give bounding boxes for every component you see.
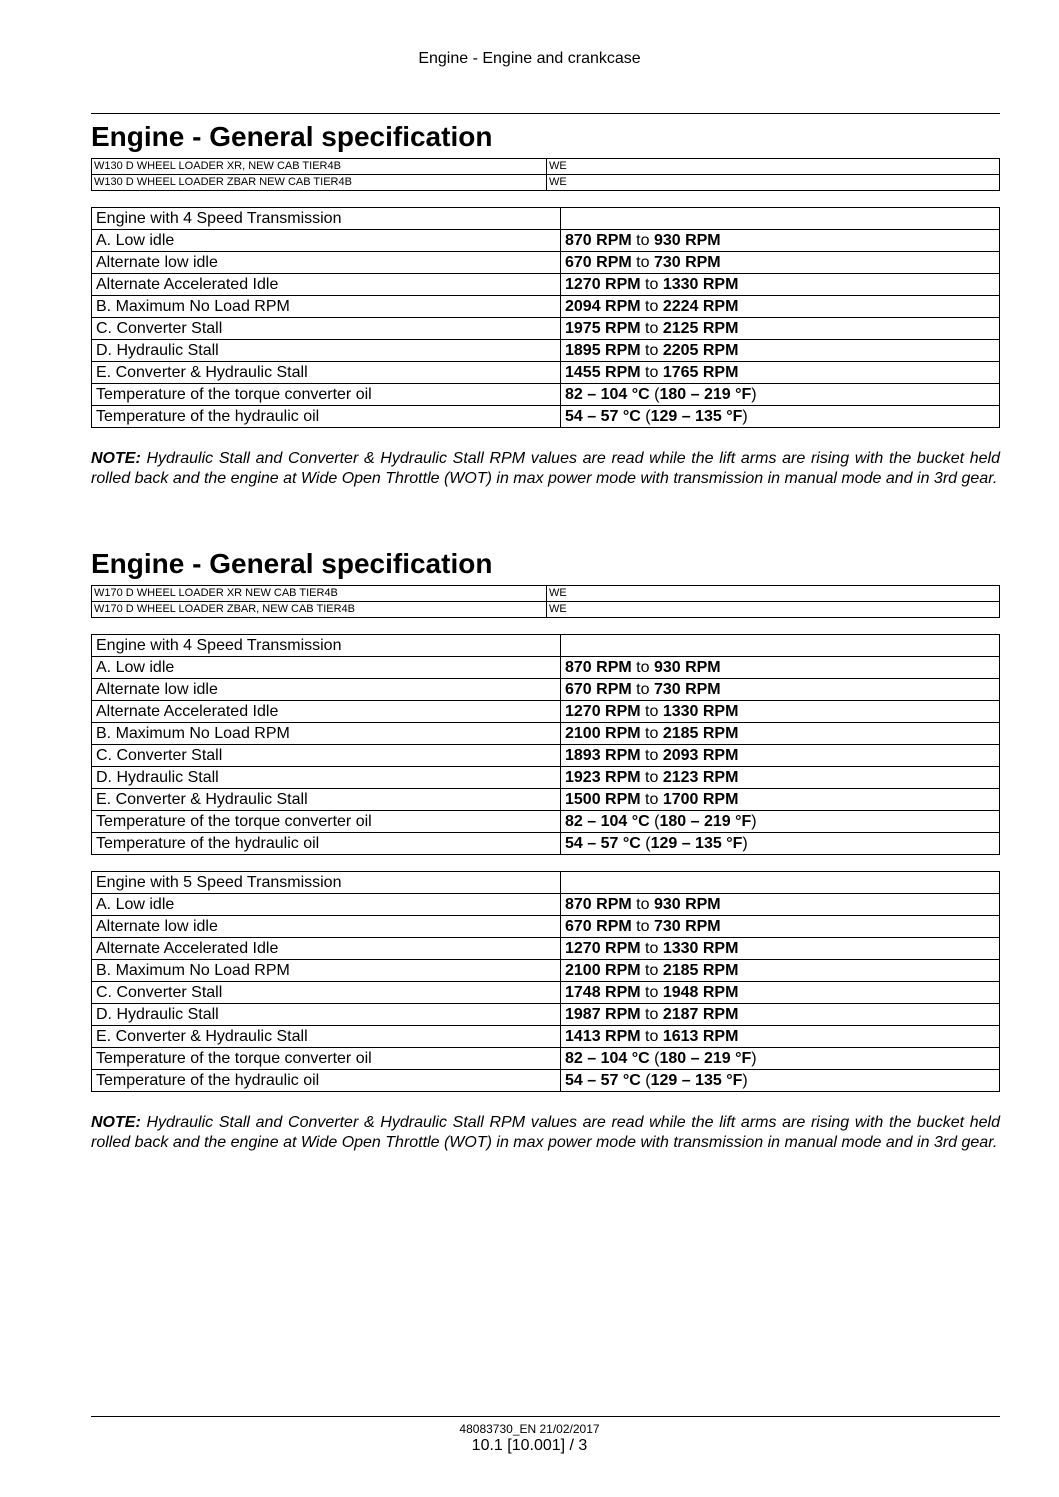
note-label: NOTE: bbox=[91, 450, 141, 467]
model-code: WE bbox=[547, 175, 1000, 191]
spec-row bbox=[92, 296, 1000, 318]
model-code: WE bbox=[547, 586, 1000, 602]
spec-value bbox=[561, 1070, 1000, 1092]
spec-row bbox=[92, 938, 1000, 960]
model-row bbox=[92, 175, 1000, 191]
spec-label: Temperature of the hydraulic oil bbox=[92, 406, 561, 428]
spec-value-end: ) bbox=[742, 408, 748, 425]
spec-row bbox=[92, 701, 1000, 723]
spec-value-separator: ( bbox=[640, 1072, 651, 1089]
spec-value-max: 1330 RPM bbox=[662, 276, 739, 293]
spec-value-separator: ( bbox=[640, 835, 651, 852]
note-label: NOTE: bbox=[91, 1114, 141, 1131]
model-row bbox=[92, 602, 1000, 618]
spec-row bbox=[92, 723, 1000, 745]
section-title: Engine - General specification bbox=[91, 548, 493, 579]
spec-value-separator: to bbox=[631, 254, 654, 271]
spec-value-max: 1613 RPM bbox=[662, 1028, 739, 1045]
spec-value-separator: to bbox=[640, 747, 663, 764]
spec-value-min: 1270 RPM bbox=[565, 703, 641, 720]
spec-value-min: 1413 RPM bbox=[565, 1028, 641, 1045]
spec-value-max: 180 – 219 °F bbox=[659, 386, 752, 403]
spec-label: C. Converter Stall bbox=[92, 745, 561, 767]
spec-value-end: ) bbox=[751, 386, 757, 403]
spec-label: E. Converter & Hydraulic Stall bbox=[92, 1026, 561, 1048]
model-name: W170 D WHEEL LOADER XR NEW CAB TIER4B bbox=[92, 586, 547, 602]
spec-row bbox=[92, 318, 1000, 340]
spec-value-max: 180 – 219 °F bbox=[659, 813, 752, 830]
spec-label: Alternate Accelerated Idle bbox=[92, 274, 561, 296]
spec-value bbox=[561, 960, 1000, 982]
spec-value-min: 1987 RPM bbox=[565, 1006, 641, 1023]
spec-value-max: 1330 RPM bbox=[662, 940, 739, 957]
spec-row bbox=[92, 1004, 1000, 1026]
spec-value bbox=[561, 833, 1000, 855]
footer-page-number: 10.1 [10.001] / 3 bbox=[471, 1437, 588, 1454]
spec-value bbox=[561, 1048, 1000, 1070]
spec-row bbox=[92, 657, 1000, 679]
spec-value-min: 870 RPM bbox=[565, 232, 632, 249]
spec-table bbox=[91, 207, 1000, 428]
spec-value-min: 870 RPM bbox=[565, 659, 632, 676]
spec-value-max: 1948 RPM bbox=[662, 984, 739, 1001]
model-name: W130 D WHEEL LOADER XR, NEW CAB TIER4B bbox=[92, 159, 547, 175]
model-row bbox=[92, 586, 1000, 602]
note-text: Hydraulic Stall and Converter & Hydraulic Stall RPM values are read while the lift arms are rising with the bucket held rolled back and the engine at Wide Open Throttle (WOT) in max power mode with transmission in manual mode and in 3rd gear. bbox=[91, 450, 1000, 487]
model-code: WE bbox=[547, 159, 1000, 175]
note bbox=[91, 1113, 1000, 1153]
spec-row bbox=[92, 1026, 1000, 1048]
spec-value-min: 2100 RPM bbox=[565, 962, 641, 979]
spec-label: B. Maximum No Load RPM bbox=[92, 296, 561, 318]
model-row bbox=[92, 159, 1000, 175]
spec-value-min: 82 – 104 °C bbox=[565, 386, 650, 403]
spec-value bbox=[561, 296, 1000, 318]
spec-value bbox=[561, 789, 1000, 811]
spec-value-separator: to bbox=[631, 659, 654, 676]
spec-value-min: 1893 RPM bbox=[565, 747, 641, 764]
spec-row bbox=[92, 894, 1000, 916]
spec-label: Temperature of the torque converter oil bbox=[92, 384, 561, 406]
spec-value-separator: to bbox=[640, 791, 663, 808]
spec-value bbox=[561, 1004, 1000, 1026]
running-header: Engine - Engine and crankcase bbox=[418, 50, 641, 67]
spec-value-max: 930 RPM bbox=[653, 232, 721, 249]
spec-value bbox=[561, 252, 1000, 274]
spec-value-separator: to bbox=[640, 962, 663, 979]
spec-label: D. Hydraulic Stall bbox=[92, 1004, 561, 1026]
spec-value-min: 1270 RPM bbox=[565, 940, 641, 957]
spec-value bbox=[561, 340, 1000, 362]
spec-value-separator: to bbox=[640, 1028, 663, 1045]
spec-row bbox=[92, 789, 1000, 811]
spec-value-min: 1500 RPM bbox=[565, 791, 641, 808]
spec-value-separator: to bbox=[640, 769, 663, 786]
footer-rule bbox=[91, 1416, 1000, 1417]
spec-value-max: 730 RPM bbox=[653, 918, 721, 935]
spec-value bbox=[561, 274, 1000, 296]
spec-table bbox=[91, 871, 1000, 1092]
spec-label: Alternate low idle bbox=[92, 679, 561, 701]
spec-value-min: 54 – 57 °C bbox=[565, 835, 641, 852]
spec-value bbox=[561, 318, 1000, 340]
spec-value-min: 1748 RPM bbox=[565, 984, 641, 1001]
spec-row bbox=[92, 960, 1000, 982]
spec-value-max: 129 – 135 °F bbox=[650, 1072, 743, 1089]
spec-value bbox=[561, 657, 1000, 679]
spec-value-max: 930 RPM bbox=[653, 896, 721, 913]
spec-value-separator: to bbox=[640, 276, 663, 293]
spec-row bbox=[92, 1070, 1000, 1092]
spec-row bbox=[92, 811, 1000, 833]
section-top-rule bbox=[91, 113, 1000, 114]
spec-table-heading-row bbox=[92, 208, 1000, 230]
spec-row bbox=[92, 916, 1000, 938]
spec-value bbox=[561, 406, 1000, 428]
spec-value-max: 2185 RPM bbox=[662, 962, 739, 979]
spec-value-separator: to bbox=[640, 703, 663, 720]
spec-value bbox=[561, 701, 1000, 723]
note bbox=[91, 449, 1000, 489]
spec-row bbox=[92, 767, 1000, 789]
spec-value-separator: ( bbox=[649, 813, 660, 830]
spec-row bbox=[92, 406, 1000, 428]
spec-row bbox=[92, 384, 1000, 406]
spec-row bbox=[92, 1048, 1000, 1070]
spec-value-separator: to bbox=[640, 364, 663, 381]
spec-value bbox=[561, 938, 1000, 960]
spec-value-min: 1923 RPM bbox=[565, 769, 641, 786]
spec-value-max: 2205 RPM bbox=[662, 342, 739, 359]
spec-label: Temperature of the hydraulic oil bbox=[92, 833, 561, 855]
spec-value-max: 1765 RPM bbox=[662, 364, 739, 381]
spec-label: Temperature of the torque converter oil bbox=[92, 811, 561, 833]
spec-row bbox=[92, 362, 1000, 384]
spec-value-min: 670 RPM bbox=[565, 681, 632, 698]
spec-value bbox=[561, 745, 1000, 767]
spec-label: Temperature of the hydraulic oil bbox=[92, 1070, 561, 1092]
spec-value-end: ) bbox=[751, 1050, 757, 1067]
spec-value-separator: ( bbox=[640, 408, 651, 425]
spec-value-min: 1895 RPM bbox=[565, 342, 641, 359]
spec-value-end: ) bbox=[751, 813, 757, 830]
note-text: Hydraulic Stall and Converter & Hydraulic Stall RPM values are read while the lift arms are rising with the bucket held rolled back and the engine at Wide Open Throttle (WOT) in max power mode with transmission in manual mode and in 3rd gear. bbox=[91, 1114, 1000, 1151]
spec-value bbox=[561, 767, 1000, 789]
spec-value-end: ) bbox=[742, 835, 748, 852]
spec-value bbox=[561, 384, 1000, 406]
spec-row bbox=[92, 833, 1000, 855]
spec-value-separator: to bbox=[640, 342, 663, 359]
spec-value-min: 54 – 57 °C bbox=[565, 1072, 641, 1089]
spec-value bbox=[561, 916, 1000, 938]
spec-value bbox=[561, 723, 1000, 745]
spec-value-max: 2187 RPM bbox=[662, 1006, 739, 1023]
model-code: WE bbox=[547, 602, 1000, 618]
spec-value-separator: ( bbox=[649, 1050, 660, 1067]
spec-value bbox=[561, 894, 1000, 916]
model-applicability-table bbox=[91, 158, 1000, 191]
spec-value-max: 2123 RPM bbox=[662, 769, 739, 786]
spec-value-separator: to bbox=[631, 896, 654, 913]
spec-row bbox=[92, 340, 1000, 362]
spec-value bbox=[561, 1026, 1000, 1048]
spec-value-separator: to bbox=[640, 940, 663, 957]
spec-value-separator: to bbox=[640, 725, 663, 742]
spec-value-separator: to bbox=[640, 984, 663, 1001]
spec-section-w170 bbox=[91, 541, 1000, 1153]
spec-value-separator: to bbox=[640, 298, 663, 315]
spec-label: A. Low idle bbox=[92, 657, 561, 679]
spec-value-separator: to bbox=[640, 1006, 663, 1023]
spec-table-heading: Engine with 5 Speed Transmission bbox=[92, 872, 561, 894]
spec-value-max: 730 RPM bbox=[653, 254, 721, 271]
spec-value bbox=[561, 230, 1000, 252]
spec-value bbox=[561, 982, 1000, 1004]
spec-value-max: 1700 RPM bbox=[662, 791, 739, 808]
spec-value-min: 1455 RPM bbox=[565, 364, 641, 381]
spec-value-separator: to bbox=[631, 232, 654, 249]
model-name: W170 D WHEEL LOADER ZBAR, NEW CAB TIER4B bbox=[92, 602, 547, 618]
spec-value-separator: ( bbox=[649, 386, 660, 403]
spec-table bbox=[91, 634, 1000, 855]
spec-table-heading-row bbox=[92, 872, 1000, 894]
spec-table-heading: Engine with 4 Speed Transmission bbox=[92, 635, 561, 657]
spec-table-heading: Engine with 4 Speed Transmission bbox=[92, 208, 561, 230]
section-title: Engine - General specification bbox=[91, 121, 493, 152]
spec-value bbox=[561, 679, 1000, 701]
spec-value-min: 1270 RPM bbox=[565, 276, 641, 293]
spec-label: C. Converter Stall bbox=[92, 318, 561, 340]
spec-label: E. Converter & Hydraulic Stall bbox=[92, 362, 561, 384]
spec-value bbox=[561, 362, 1000, 384]
spec-label: B. Maximum No Load RPM bbox=[92, 960, 561, 982]
spec-value-max: 2224 RPM bbox=[662, 298, 739, 315]
spec-value-min: 82 – 104 °C bbox=[565, 813, 650, 830]
spec-table-heading-row bbox=[92, 635, 1000, 657]
spec-label: E. Converter & Hydraulic Stall bbox=[92, 789, 561, 811]
spec-label: A. Low idle bbox=[92, 230, 561, 252]
spec-value-max: 2093 RPM bbox=[662, 747, 739, 764]
spec-table-heading-value bbox=[561, 872, 1000, 894]
spec-label: Alternate Accelerated Idle bbox=[92, 938, 561, 960]
model-name: W130 D WHEEL LOADER ZBAR NEW CAB TIER4B bbox=[92, 175, 547, 191]
spec-row bbox=[92, 274, 1000, 296]
spec-label: A. Low idle bbox=[92, 894, 561, 916]
spec-value-min: 670 RPM bbox=[565, 918, 632, 935]
spec-label: Alternate low idle bbox=[92, 252, 561, 274]
spec-value-min: 2094 RPM bbox=[565, 298, 641, 315]
spec-section-w130 bbox=[91, 113, 1000, 489]
spec-value-min: 54 – 57 °C bbox=[565, 408, 641, 425]
spec-value-max: 730 RPM bbox=[653, 681, 721, 698]
spec-value-max: 180 – 219 °F bbox=[659, 1050, 752, 1067]
spec-value-max: 129 – 135 °F bbox=[650, 835, 743, 852]
spec-value-max: 930 RPM bbox=[653, 659, 721, 676]
spec-value-max: 2125 RPM bbox=[662, 320, 739, 337]
spec-row bbox=[92, 230, 1000, 252]
footer-doc-code: 48083730_EN 21/02/2017 bbox=[459, 1422, 600, 1436]
spec-value-end: ) bbox=[742, 1072, 748, 1089]
spec-row bbox=[92, 679, 1000, 701]
spec-label: C. Converter Stall bbox=[92, 982, 561, 1004]
spec-value-min: 670 RPM bbox=[565, 254, 632, 271]
spec-row bbox=[92, 252, 1000, 274]
spec-label: D. Hydraulic Stall bbox=[92, 340, 561, 362]
spec-value-min: 82 – 104 °C bbox=[565, 1050, 650, 1067]
spec-label: Temperature of the torque converter oil bbox=[92, 1048, 561, 1070]
spec-row bbox=[92, 982, 1000, 1004]
spec-value-min: 1975 RPM bbox=[565, 320, 641, 337]
spec-value-max: 129 – 135 °F bbox=[650, 408, 743, 425]
spec-table-heading-value bbox=[561, 208, 1000, 230]
spec-value-min: 870 RPM bbox=[565, 896, 632, 913]
spec-row bbox=[92, 745, 1000, 767]
spec-value-separator: to bbox=[640, 320, 663, 337]
spec-value-max: 1330 RPM bbox=[662, 703, 739, 720]
spec-value bbox=[561, 811, 1000, 833]
spec-label: Alternate Accelerated Idle bbox=[92, 701, 561, 723]
spec-label: D. Hydraulic Stall bbox=[92, 767, 561, 789]
spec-value-min: 2100 RPM bbox=[565, 725, 641, 742]
spec-label: B. Maximum No Load RPM bbox=[92, 723, 561, 745]
spec-table-heading-value bbox=[561, 635, 1000, 657]
spec-value-max: 2185 RPM bbox=[662, 725, 739, 742]
spec-value-separator: to bbox=[631, 681, 654, 698]
model-applicability-table bbox=[91, 585, 1000, 618]
spec-value-separator: to bbox=[631, 918, 654, 935]
spec-label: Alternate low idle bbox=[92, 916, 561, 938]
